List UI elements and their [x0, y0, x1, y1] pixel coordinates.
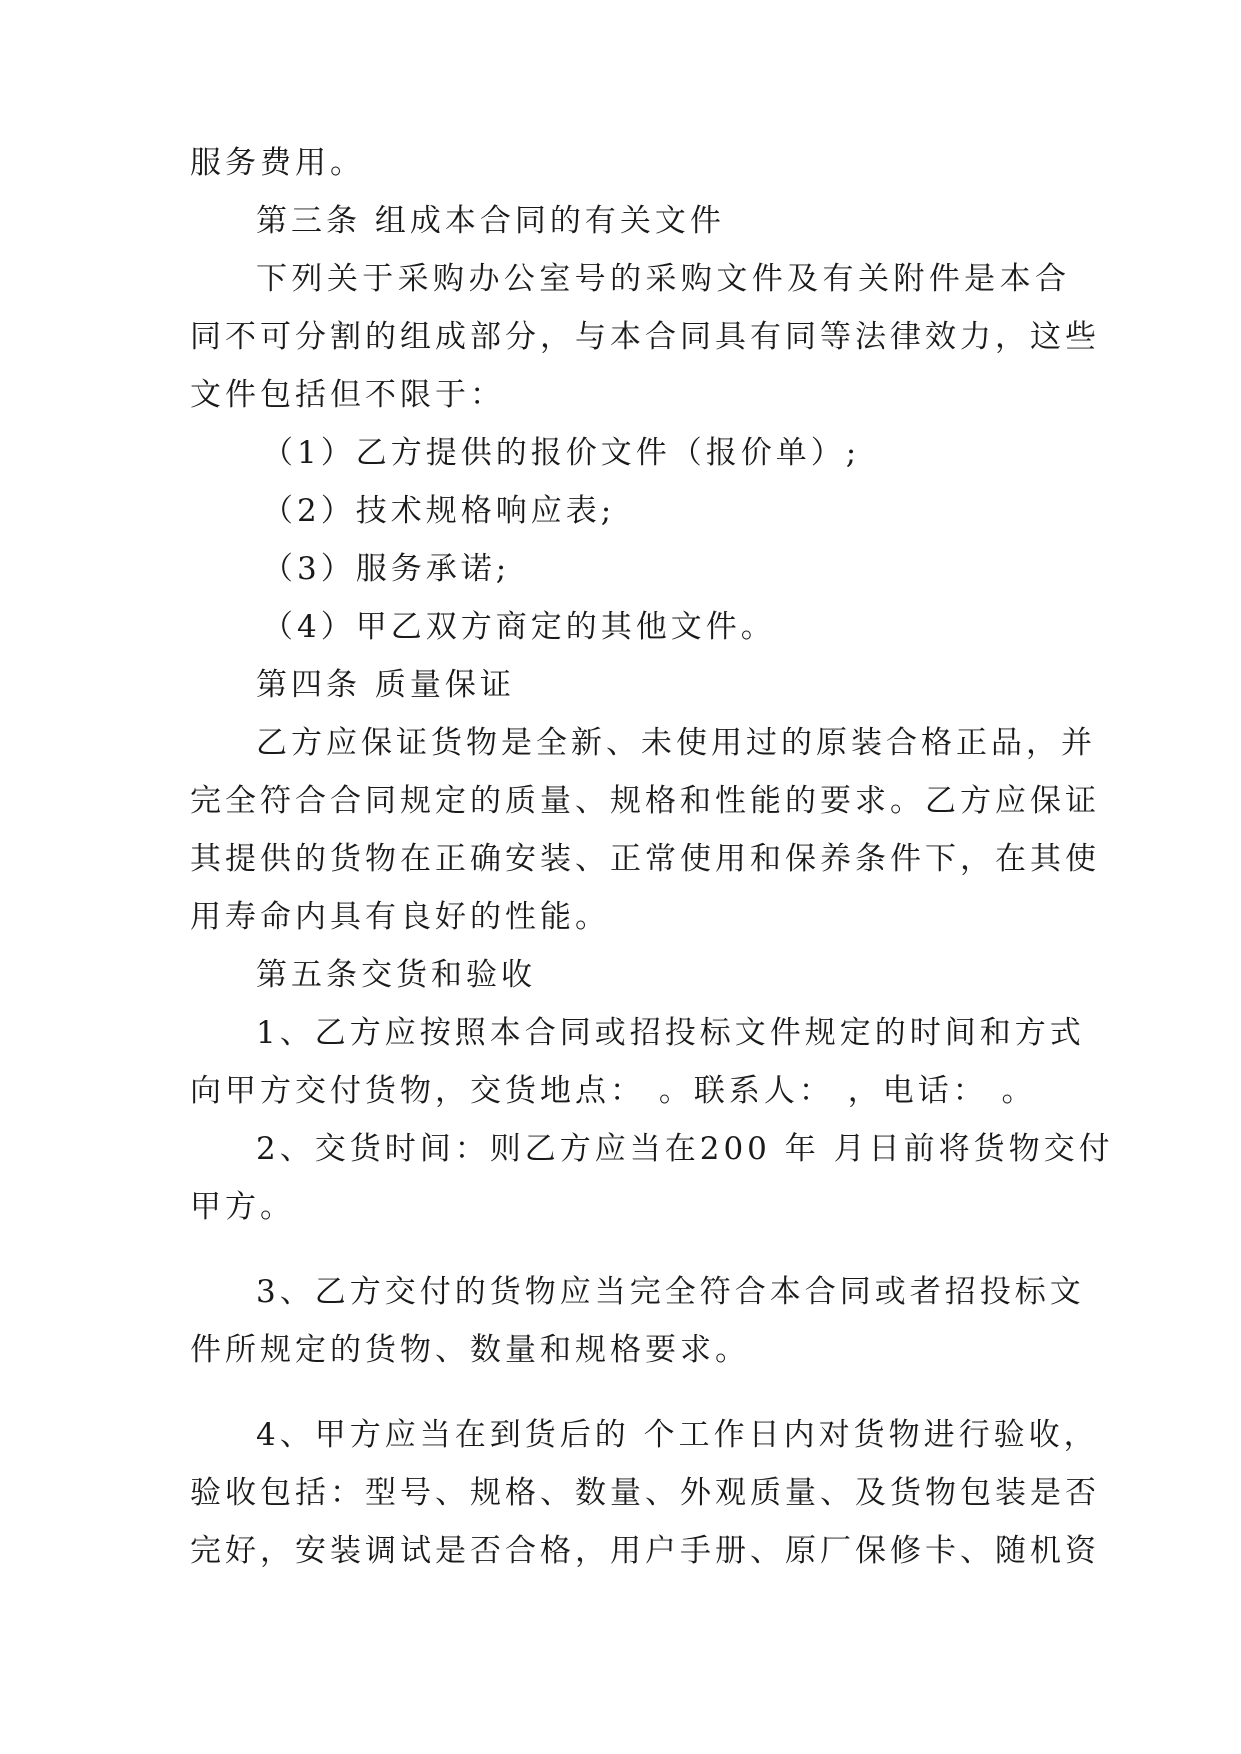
text-line: 4、甲方应当在到货后的 个工作日内对货物进行验收， — [256, 1417, 1099, 1453]
list-item: （2）技术规格响应表; — [262, 493, 616, 529]
section-heading-article-3: 第三条 组成本合同的有关文件 — [256, 203, 725, 239]
text-line: 下列关于采购办公室号的采购文件及有关附件是本合 — [256, 261, 1070, 297]
text-line: 向甲方交付货物，交货地点： 。联系人： ，电话： 。 — [190, 1073, 1037, 1109]
list-item: （3）服务承诺; — [262, 551, 511, 587]
text-line: 件所规定的货物、数量和规格要求。 — [190, 1332, 750, 1368]
text-line: 完好，安装调试是否合格，用户手册、原厂保修卡、随机资 — [190, 1533, 1100, 1569]
text-line: 2、交货时间：则乙方应当在200 年 月日前将货物交付 — [256, 1131, 1114, 1167]
list-item: （4）甲乙双方商定的其他文件。 — [262, 609, 776, 645]
text-line: 完全符合合同规定的质量、规格和性能的要求。乙方应保证 — [190, 783, 1100, 819]
list-item: （1）乙方提供的报价文件（报价单）; — [262, 435, 861, 471]
text-line: 1、乙方应按照本合同或招投标文件规定的时间和方式 — [256, 1015, 1085, 1051]
text-line: 文件包括但不限于： — [190, 377, 505, 413]
text-line: 服务费用。 — [190, 145, 365, 181]
text-line: 3、乙方交付的货物应当完全符合本合同或者招投标文 — [256, 1274, 1085, 1310]
section-heading-article-4: 第四条 质量保证 — [256, 667, 515, 703]
text-line: 验收包括：型号、规格、数量、外观质量、及货物包装是否 — [190, 1475, 1100, 1511]
text-line: 同不可分割的组成部分，与本合同具有同等法律效力，这些 — [190, 319, 1100, 355]
text-line: 甲方。 — [190, 1189, 295, 1225]
text-line: 其提供的货物在正确安装、正常使用和保养条件下，在其使 — [190, 841, 1100, 877]
text-line: 用寿命内具有良好的性能。 — [190, 899, 610, 935]
text-line: 乙方应保证货物是全新、未使用过的原装合格正品，并 — [256, 725, 1096, 761]
section-heading-article-5: 第五条交货和验收 — [256, 957, 536, 993]
